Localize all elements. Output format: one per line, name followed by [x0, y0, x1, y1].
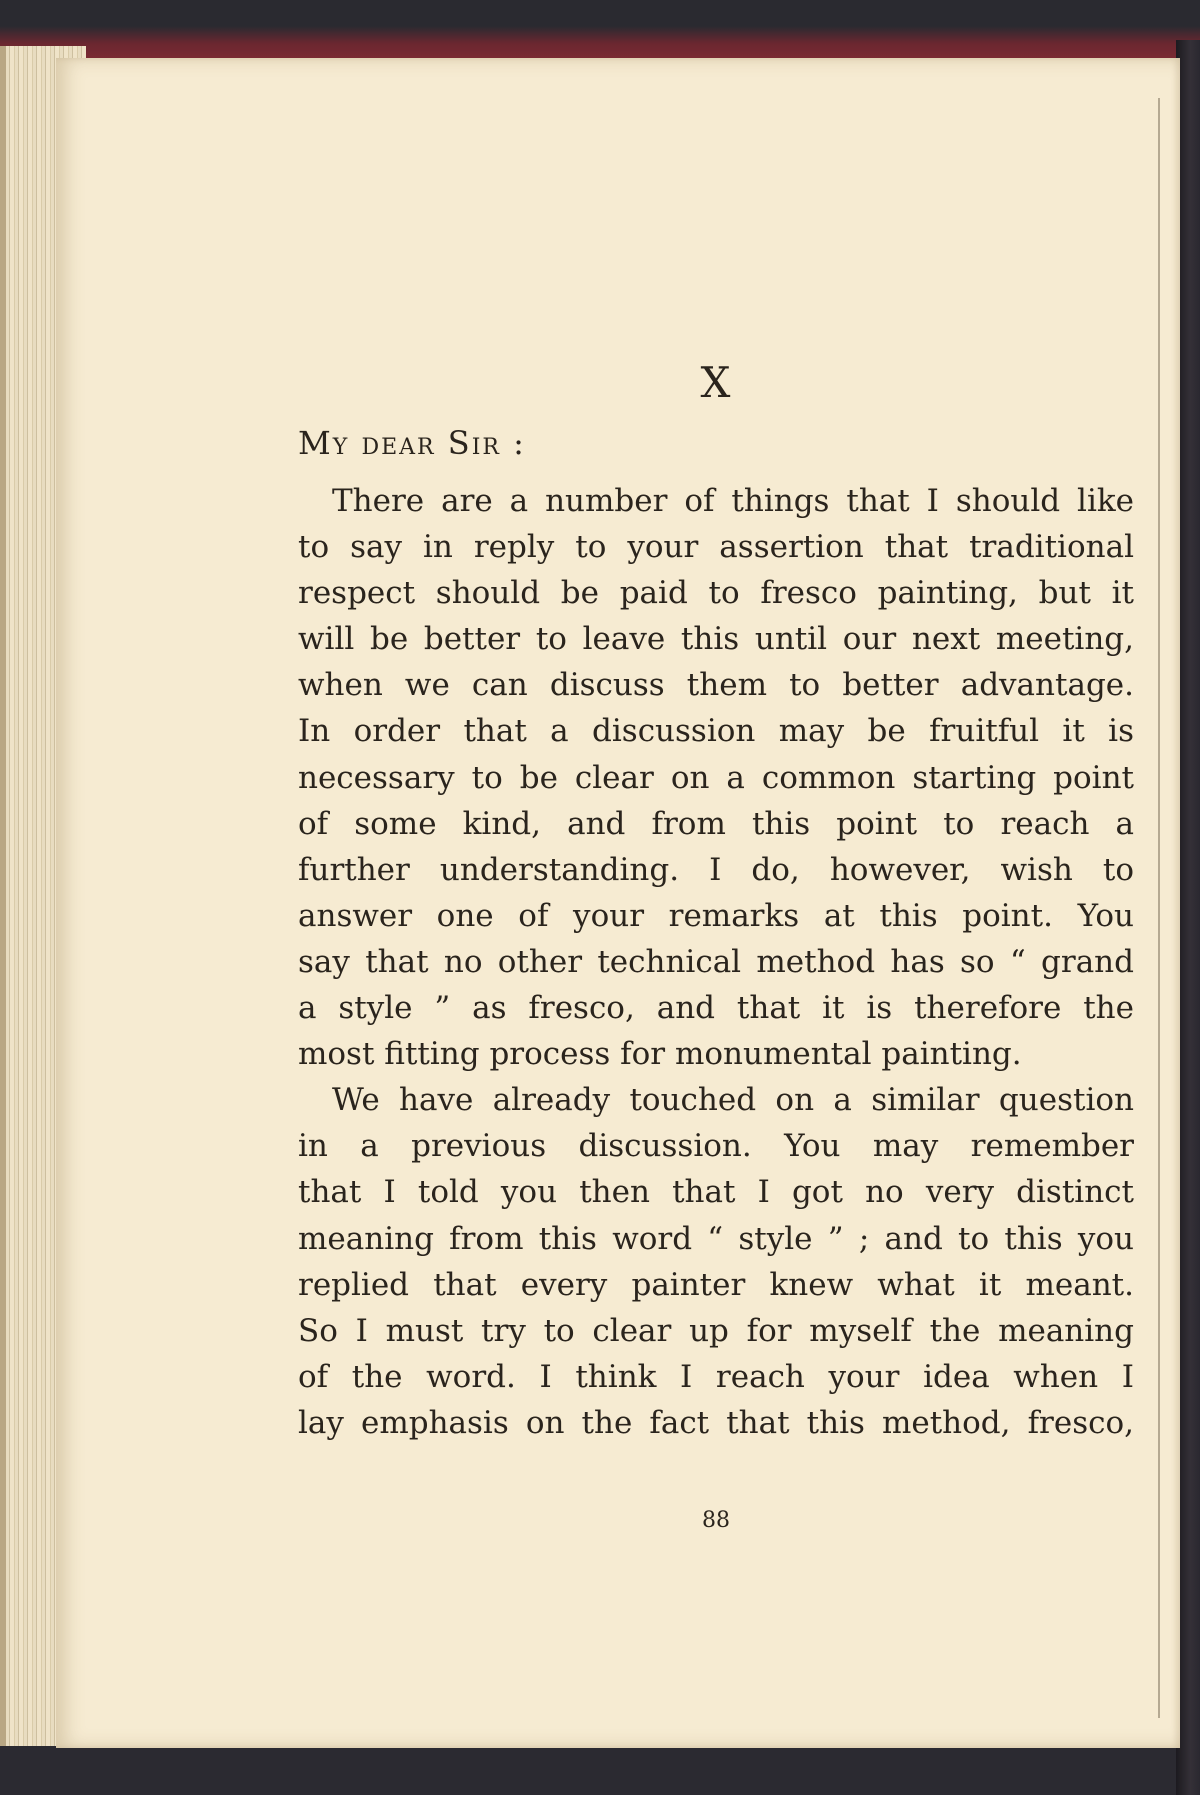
text-line: lay emphasis on the fact that this method, fresco, — [298, 1404, 1134, 1441]
salutation: My dear Sir : — [298, 424, 526, 462]
text-line: further understanding. I do, however, wish to — [298, 851, 1134, 888]
gutter-shadow — [1158, 98, 1160, 1718]
text-line: will be better to leave this until our next meeting, — [298, 621, 1134, 658]
text-line: of some kind, and from this point to reach a — [298, 805, 1134, 842]
text-line: meaning from this word “ style ” ; and to this you — [298, 1220, 1134, 1257]
text-line: in a previous discussion. You may remember — [298, 1128, 1134, 1165]
book-cover-top — [0, 0, 1200, 58]
text-line: necessary to be clear on a common starting point — [298, 759, 1134, 796]
body-text — [298, 478, 1134, 1446]
text-line: replied that every painter knew what it meant. — [298, 1266, 1134, 1303]
chapter-numeral: X — [700, 358, 732, 407]
text-line: There are a number of things that I should like — [332, 483, 1134, 519]
text-line: In order that a discussion may be fruitful it is — [298, 713, 1134, 750]
book-page — [56, 58, 1180, 1748]
text-line: when we can discuss them to better advantage. — [298, 667, 1134, 704]
text-line: to say in reply to your assertion that traditional — [298, 529, 1134, 566]
page-number: 88 — [702, 1508, 730, 1533]
text-line: of the word. I think I reach your idea when I — [298, 1358, 1134, 1395]
text-line: most fitting process for monumental painting. — [298, 1036, 1022, 1073]
text-line: that I told you then that I got no very distinct — [298, 1174, 1134, 1211]
text-line: We have already touched on a similar question — [332, 1082, 1134, 1119]
text-line: answer one of your remarks at this point. You — [298, 897, 1134, 934]
text-line: say that no other technical method has so “ grand — [298, 943, 1134, 980]
text-line: So I must try to clear up for myself the meaning — [298, 1312, 1134, 1349]
text-line: a style ” as fresco, and that it is therefore the — [298, 990, 1134, 1027]
text-line: respect should be paid to fresco painting, but it — [298, 575, 1134, 612]
